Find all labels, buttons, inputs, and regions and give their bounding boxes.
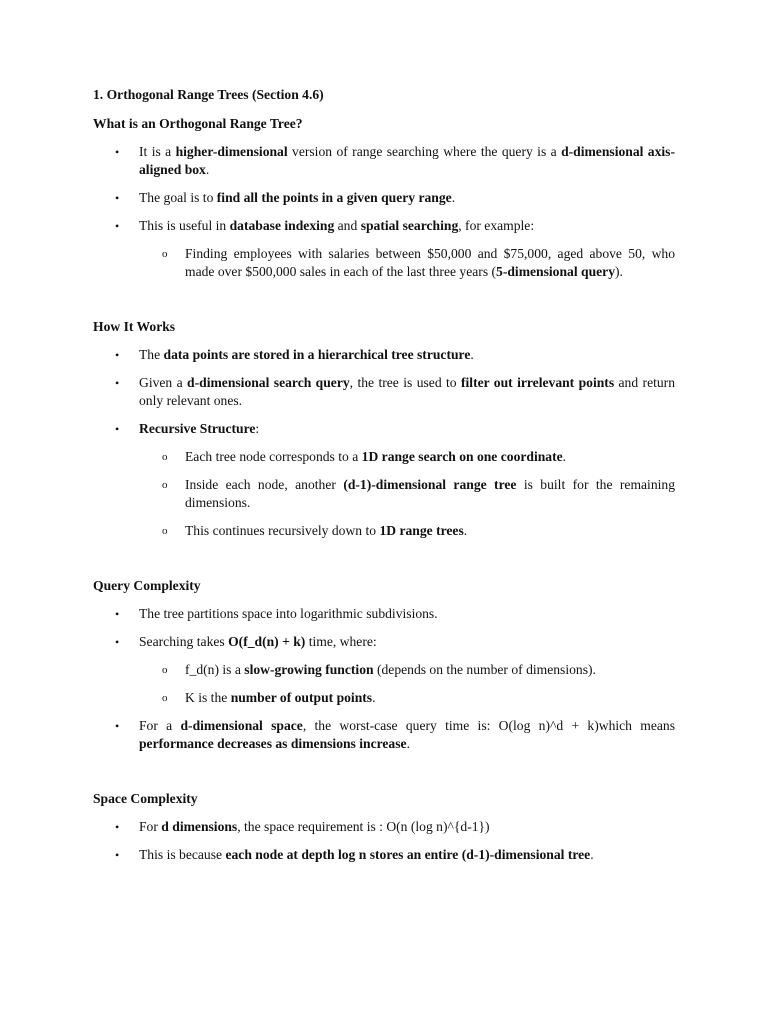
sections-container [93, 115, 675, 864]
text-run: . [562, 449, 567, 464]
hollow-circle-bullet-icon: o [162, 248, 168, 260]
bold-text-run: 1D range search on one coordinate [361, 449, 563, 464]
text-run: For [139, 819, 162, 834]
text-run: version of range searching where the query is a [287, 144, 562, 159]
text-run: . [372, 690, 376, 705]
bold-text-run: Recursive Structure [139, 421, 256, 436]
bold-text-run: 1D range trees [379, 523, 464, 538]
sub-bullet-item [139, 689, 675, 707]
section [93, 790, 675, 864]
bullet-dot-icon: • [115, 607, 120, 621]
text-run: (depends on the number of dimensions). [373, 662, 596, 677]
bold-text-run: (d-1)-dimensional range tree [343, 477, 517, 492]
text-run: The [139, 347, 164, 362]
text-run: This is useful in [139, 218, 230, 233]
hollow-circle-bullet-icon: o [162, 664, 168, 676]
text-run: and return only relevant ones. [139, 375, 675, 408]
text-run: f_d(n) is a [185, 662, 245, 677]
sub-bullet-text [185, 523, 467, 538]
bullet-list [93, 605, 675, 753]
text-run: and [334, 218, 361, 233]
bullet-item [93, 605, 675, 623]
text-run: For a [139, 718, 181, 733]
sub-bullet-text [185, 449, 566, 464]
section-heading: Space Complexity [93, 791, 198, 806]
text-run: It is a [139, 144, 176, 159]
bullet-item [93, 189, 675, 207]
bullet-item [93, 717, 675, 753]
bullet-dot-icon: • [115, 219, 120, 233]
bullet-text [139, 144, 675, 177]
bullet-text [139, 190, 455, 205]
bullet-dot-icon: • [115, 191, 120, 205]
bold-text-run: d-dimensional space [180, 718, 303, 733]
text-run: This is because [139, 847, 226, 862]
bullet-list [93, 818, 675, 864]
section [93, 577, 675, 753]
bold-text-run: d-dimensional search query [187, 375, 350, 390]
bullet-item [93, 633, 675, 707]
text-run: . [470, 347, 474, 362]
bullet-dot-icon: • [115, 848, 120, 862]
bold-text-run: spatial searching [360, 218, 459, 233]
text-run: is built for the remaining dimensions. [185, 477, 675, 510]
sub-bullet-item [139, 448, 675, 466]
hollow-circle-bullet-icon: o [162, 692, 168, 704]
bullet-item [93, 217, 675, 281]
section [93, 318, 675, 540]
bullet-item [93, 846, 675, 864]
bullet-dot-icon: • [115, 145, 120, 159]
bold-text-run: each node at depth log n stores an entire (d-1)-dimensional tree [225, 847, 591, 862]
text-run: The tree partitions space into logarithmic subdivisions. [139, 606, 438, 621]
text-run: Searching takes [139, 634, 229, 649]
text-run: : [255, 421, 260, 436]
bullet-text [139, 347, 474, 362]
bold-text-run: d dimensions [161, 819, 238, 834]
text-run: Finding employees with salaries between $50,000 and $75,000, aged above 50, who made over $500,000 sales in each of the last three years ( [185, 246, 675, 279]
bullet-list [93, 346, 675, 540]
sub-bullet-list [139, 661, 675, 707]
sub-bullet-item [139, 661, 675, 679]
sub-bullet-list [139, 245, 675, 281]
bullet-text [139, 375, 675, 408]
text-run: . [205, 162, 210, 177]
section [93, 115, 675, 281]
text-run: ). [615, 264, 623, 279]
sub-bullet-text [185, 246, 675, 279]
section-heading: Query Complexity [93, 578, 201, 593]
sub-bullet-list [139, 448, 675, 540]
text-run: . [406, 736, 410, 751]
text-run: Each tree node corresponds to a [185, 449, 362, 464]
bold-text-run: database indexing [229, 218, 335, 233]
bold-text-run: filter out irrelevant points [460, 375, 615, 390]
bullet-text [139, 819, 490, 834]
bold-text-run: slow-growing function [244, 662, 374, 677]
bullet-dot-icon: • [115, 348, 120, 362]
text-run: time, where: [305, 634, 377, 649]
text-run: Inside each node, another [185, 477, 344, 492]
bullet-dot-icon: • [115, 635, 120, 649]
bullet-text [139, 218, 534, 233]
bold-text-run: data points are stored in a hierarchical tree structure [163, 347, 471, 362]
text-run: . [590, 847, 594, 862]
bold-text-run: d-dimensional axis-aligned box [139, 144, 675, 177]
bullet-dot-icon: • [115, 376, 120, 390]
bold-text-run: number of output points [230, 690, 373, 705]
text-run: K is the [185, 690, 231, 705]
bold-text-run: performance decreases as dimensions increase [139, 736, 407, 751]
bullet-item [93, 143, 675, 179]
bold-text-run: 5-dimensional query [496, 264, 615, 279]
bullet-text [139, 421, 259, 436]
text-run: . [463, 523, 468, 538]
document-page [93, 86, 675, 864]
bullet-text [139, 847, 594, 862]
bullet-item [93, 374, 675, 410]
bullet-item [93, 818, 675, 836]
sub-bullet-text [185, 690, 375, 705]
bullet-dot-icon: • [115, 422, 120, 436]
hollow-circle-bullet-icon: o [162, 451, 168, 463]
text-run: , the tree is used to [349, 375, 461, 390]
sub-bullet-text [185, 477, 675, 510]
text-run: , for example: [458, 218, 535, 233]
bullet-text [139, 718, 675, 751]
sub-bullet-item [139, 476, 675, 512]
sub-bullet-item [139, 245, 675, 281]
bold-text-run: find all the points in a given query range [216, 190, 452, 205]
text-run: . [451, 190, 456, 205]
sub-bullet-text [185, 662, 596, 677]
sub-bullet-item [139, 522, 675, 540]
bold-text-run: higher-dimensional [175, 144, 288, 159]
bullet-text [139, 606, 438, 621]
document-title: 1. Orthogonal Range Trees (Section 4.6) [93, 87, 324, 102]
bullet-dot-icon: • [115, 719, 120, 733]
text-run: , the worst-case query time is: O(log n)^d + k)which means [302, 718, 675, 733]
text-run: The goal is to [139, 190, 217, 205]
bullet-item [93, 420, 675, 540]
text-run: Given a [139, 375, 188, 390]
text-run: This continues recursively down to [185, 523, 380, 538]
bullet-dot-icon: • [115, 820, 120, 834]
bullet-item [93, 346, 675, 364]
hollow-circle-bullet-icon: o [162, 479, 168, 491]
section-heading: What is an Orthogonal Range Tree? [93, 116, 303, 131]
bold-text-run: O(f_d(n) + k) [228, 634, 306, 649]
text-run: , the space requirement is : O(n (log n)^{d-1}) [237, 819, 490, 834]
hollow-circle-bullet-icon: o [162, 525, 168, 537]
bullet-text [139, 634, 377, 649]
section-heading: How It Works [93, 319, 176, 334]
bullet-list [93, 143, 675, 281]
